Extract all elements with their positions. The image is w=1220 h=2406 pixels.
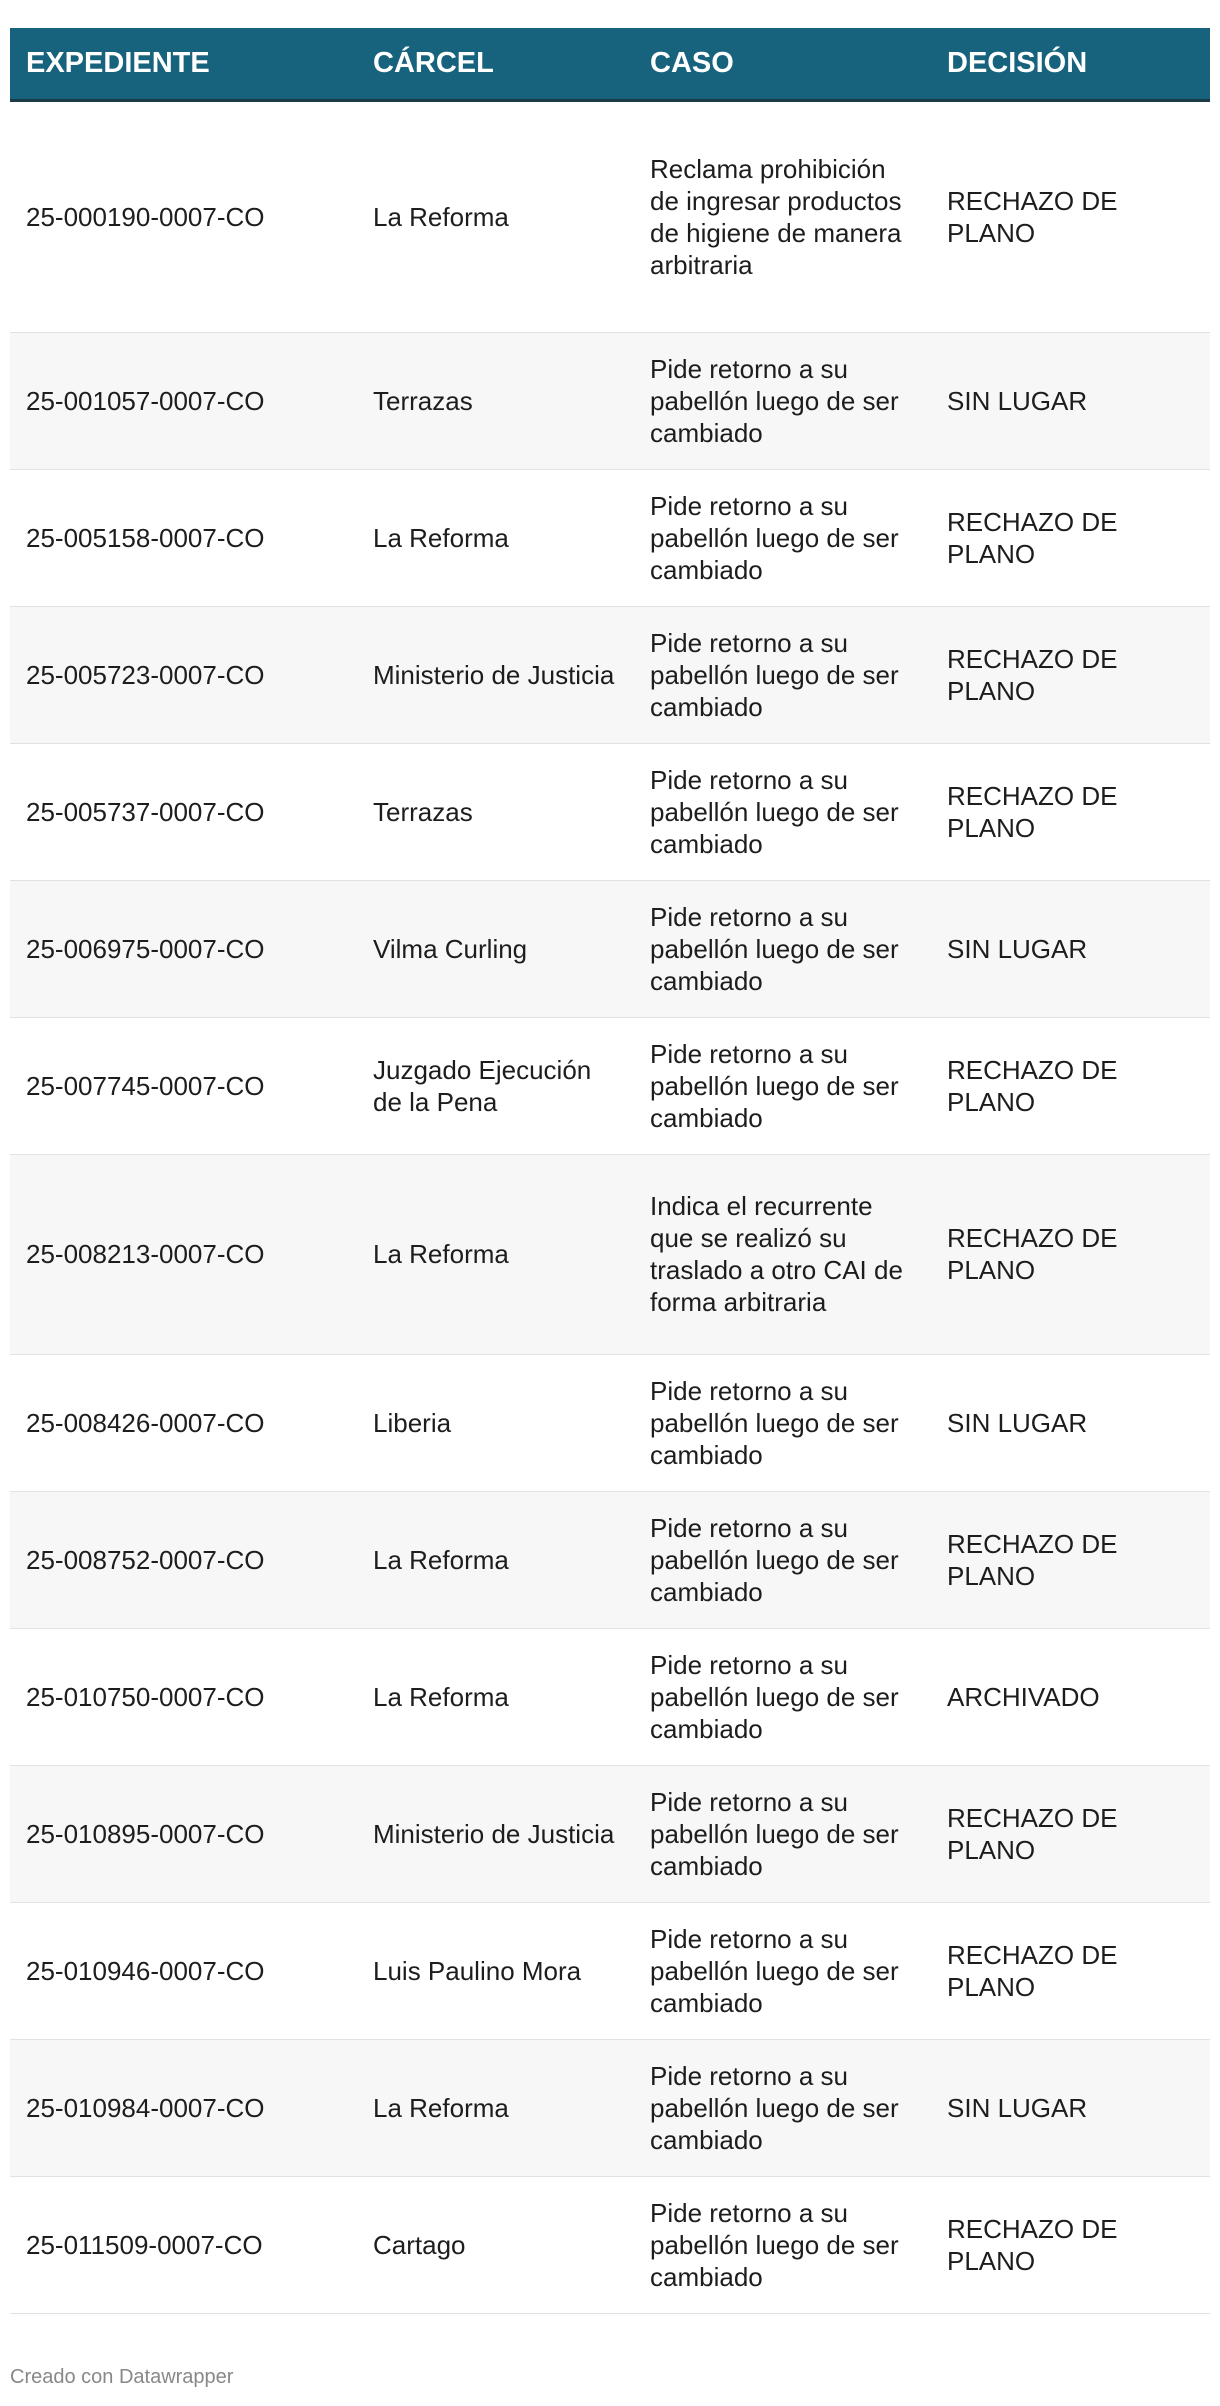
cell-caso: Pide retorno a su pabellón luego de ser cambiado [634,743,931,880]
cell-carcel: La Reforma [357,2039,634,2176]
header-caso[interactable]: CASO [634,28,931,100]
cell-caso: Pide retorno a su pabellón luego de ser cambiado [634,880,931,1017]
table-row [10,100,1210,332]
table-row [10,1491,1210,1628]
cell-decision: SIN LUGAR [931,2039,1210,2176]
header-decision[interactable]: DECISIÓN [931,28,1210,100]
cell-carcel: Cartago [357,2176,634,2313]
cell-expediente: 25-010946-0007-CO [10,1902,357,2039]
header-carcel[interactable]: CÁRCEL [357,28,634,100]
cell-expediente: 25-010895-0007-CO [10,1765,357,1902]
cell-decision: RECHAZO DE PLANO [931,743,1210,880]
table-header [10,28,1210,100]
cell-caso: Pide retorno a su pabellón luego de ser cambiado [634,469,931,606]
cell-caso: Pide retorno a su pabellón luego de ser cambiado [634,1491,931,1628]
cell-carcel: Luis Paulino Mora [357,1902,634,2039]
cell-carcel: La Reforma [357,1154,634,1354]
cell-caso: Pide retorno a su pabellón luego de ser cambiado [634,1017,931,1154]
table-row [10,469,1210,606]
cell-decision: RECHAZO DE PLANO [931,469,1210,606]
table-row [10,743,1210,880]
cell-decision: RECHAZO DE PLANO [931,1902,1210,2039]
cell-expediente: 25-008426-0007-CO [10,1354,357,1491]
cell-caso: Reclama prohibición de ingresar productos de higiene de manera arbitraria [634,100,931,332]
cell-expediente: 25-000190-0007-CO [10,100,357,332]
table-body [10,100,1210,2313]
table-row [10,1354,1210,1491]
cell-carcel: La Reforma [357,1628,634,1765]
data-table-container [10,28,1210,2314]
cell-carcel: La Reforma [357,469,634,606]
cell-carcel: Terrazas [357,743,634,880]
cell-carcel: Terrazas [357,332,634,469]
cell-expediente: 25-001057-0007-CO [10,332,357,469]
table-row [10,332,1210,469]
cell-carcel: Juzgado Ejecución de la Pena [357,1017,634,1154]
cell-decision: RECHAZO DE PLANO [931,2176,1210,2313]
cell-caso: Pide retorno a su pabellón luego de ser cambiado [634,1765,931,1902]
cell-carcel: Ministerio de Justicia [357,606,634,743]
cell-expediente: 25-010984-0007-CO [10,2039,357,2176]
table-row [10,1902,1210,2039]
cell-expediente: 25-010750-0007-CO [10,1628,357,1765]
cell-caso: Pide retorno a su pabellón luego de ser cambiado [634,2176,931,2313]
table-row [10,1765,1210,1902]
cell-expediente: 25-007745-0007-CO [10,1017,357,1154]
table-row [10,880,1210,1017]
header-expediente[interactable]: EXPEDIENTE [10,28,357,100]
cell-expediente: 25-005158-0007-CO [10,469,357,606]
cell-carcel: Ministerio de Justicia [357,1765,634,1902]
table-row [10,606,1210,743]
cell-expediente: 25-005723-0007-CO [10,606,357,743]
table-row [10,1017,1210,1154]
table-row [10,2039,1210,2176]
cell-expediente: 25-011509-0007-CO [10,2176,357,2313]
cell-decision: SIN LUGAR [931,1354,1210,1491]
cell-decision: RECHAZO DE PLANO [931,1017,1210,1154]
header-row [10,28,1210,100]
cell-expediente: 25-008213-0007-CO [10,1154,357,1354]
cell-caso: Pide retorno a su pabellón luego de ser cambiado [634,2039,931,2176]
cell-caso: Pide retorno a su pabellón luego de ser cambiado [634,606,931,743]
table-row [10,1628,1210,1765]
cell-caso: Pide retorno a su pabellón luego de ser cambiado [634,1628,931,1765]
cell-decision: ARCHIVADO [931,1628,1210,1765]
datawrapper-credit[interactable]: Creado con Datawrapper [10,2366,234,2388]
cell-decision: SIN LUGAR [931,880,1210,1017]
cell-carcel: La Reforma [357,1491,634,1628]
cell-decision: RECHAZO DE PLANO [931,100,1210,332]
cell-decision: RECHAZO DE PLANO [931,606,1210,743]
cell-carcel: La Reforma [357,100,634,332]
cell-caso: Indica el recurrente que se realizó su traslado a otro CAI de forma arbitraria [634,1154,931,1354]
cell-expediente: 25-006975-0007-CO [10,880,357,1017]
table-row [10,1154,1210,1354]
cell-caso: Pide retorno a su pabellón luego de ser cambiado [634,1902,931,2039]
cell-carcel: Liberia [357,1354,634,1491]
cell-decision: RECHAZO DE PLANO [931,1765,1210,1902]
cell-expediente: 25-005737-0007-CO [10,743,357,880]
cell-decision: SIN LUGAR [931,332,1210,469]
cell-carcel: Vilma Curling [357,880,634,1017]
cases-table [10,28,1210,2314]
table-row [10,2176,1210,2313]
cell-caso: Pide retorno a su pabellón luego de ser cambiado [634,332,931,469]
cell-decision: RECHAZO DE PLANO [931,1154,1210,1354]
cell-caso: Pide retorno a su pabellón luego de ser cambiado [634,1354,931,1491]
cell-expediente: 25-008752-0007-CO [10,1491,357,1628]
cell-decision: RECHAZO DE PLANO [931,1491,1210,1628]
